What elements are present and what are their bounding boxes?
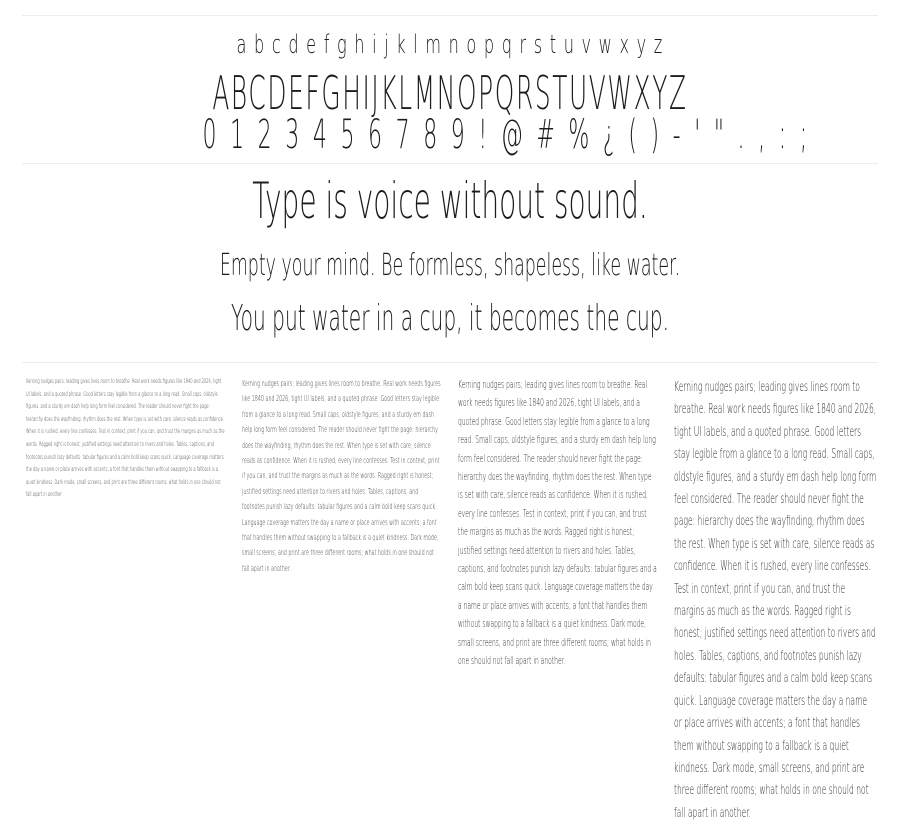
text-sample-column-medium <box>458 376 658 668</box>
uppercase-alphabet: ABCDEFGHIJKLMNOPQRSTUVWXYZ <box>212 66 688 120</box>
text-sample-column-small <box>242 376 442 573</box>
display-quote-large: Type is voice without sound. <box>252 172 648 230</box>
figures-and-punctuation: 0 1 2 3 4 5 6 7 8 9 ! @ # % ¿ ( ) - ' " . , : ; <box>202 112 811 158</box>
text-sample-paragraph: Kerning nudges pairs; leading gives lines room to breathe. Real work needs figures like 1840 and 2026, tight UI labels, and a quoted phrase. Good letters stay legible from a glance to a long read. Small caps, oldstyle figures, and a sturdy em dash help long form feel considered. The reader should never fight the page: hierarchy does the wayfinding, rhythm does the rest. When type is set with care, silence reads as confidence. When it is rushed, every line confesses. Test in context, print if you can, and trust the margins as much as the words. Ragged right is honest; justified settings need attention to rivers and holes. Tables, captions, and footnotes punish lazy defaults: tabular figures and a calm bold keep scans quick. Language coverage matters the day a name or place arrives with accents; a font that handles them without swapping to a fallback is a quiet kindness. Dark mode, small screens, and print are three different rooms; what holds in one should not fall apart in another. <box>242 379 441 573</box>
text-sample-column-large <box>674 376 878 821</box>
section-divider-quotes <box>22 362 878 363</box>
text-sample-paragraph: Kerning nudges pairs; leading gives lines room to breathe. Real work needs figures like 1840 and 2026, tight UI labels, and a quoted phrase. Good letters stay legible from a glance to a long read. Small caps, oldstyle figures, and a sturdy em dash help long form feel considered. The reader should never fight the page: hierarchy does the wayfinding, rhythm does the rest. When type is set with care, silence reads as confidence. When it is rushed, every line confesses. Test in context, print if you can, and trust the margins as much as the words. Ragged right is honest; justified settings need attention to rivers and holes. Tables, captions, and footnotes punish lazy defaults: tabular figures and a calm bold keep scans quick. Language coverage matters the day a name or place arrives with accents; a font that handles them without swapping to a fallback is a quiet kindness. Dark mode, small screens, and print are three different rooms; what holds in one should not fall apart in another. <box>458 379 657 668</box>
display-quote-medium: Empty your mind. Be formless, shapeless, like water. <box>219 248 681 283</box>
display-quote-medium-2: You put water in a cup, it becomes the cup. <box>231 298 669 339</box>
text-sample-paragraph: Kerning nudges pairs; leading gives lines room to breathe. Real work needs figures like 1840 and 2026, tight UI labels, and a quoted phrase. Good letters stay legible from a glance to a long read. Small caps, oldstyle figures, and a sturdy em dash help long form feel considered. The reader should never fight the page: hierarchy does the wayfinding, rhythm does the rest. When type is set with care, silence reads as confidence. When it is rushed, every line confesses. Test in context, print if you can, and trust the margins as much as the words. Ragged right is honest; justified settings need attention to rivers and holes. Tables, captions, and footnotes punish lazy defaults: tabular figures and a calm bold keep scans quick. Language coverage matters the day a name or place arrives with accents; a font that handles them without swapping to a fallback is a quiet kindness. Dark mode, small screens, and print are three different rooms; what holds in one should not fall apart in another. <box>26 378 225 499</box>
top-divider <box>22 15 878 16</box>
text-sample-column-xsmall <box>26 376 226 516</box>
section-divider-glyphs <box>22 163 878 164</box>
text-sample-paragraph: Kerning nudges pairs; leading gives lines room to breathe. Real work needs figures like 1840 and 2026, tight UI labels, and a quoted phrase. Good letters stay legible from a glance to a long read. Small caps, oldstyle figures, and a sturdy em dash help long form feel considered. The reader should never fight the page: hierarchy does the wayfinding, rhythm does the rest. When type is set with care, silence reads as confidence. When it is rushed, every line confesses. Test in context, print if you can, and trust the margins as much as the words. Ragged right is honest; justified settings need attention to rivers and holes. Tables, captions, and footnotes punish lazy defaults: tabular figures and a calm bold keep scans quick. Language coverage matters the day a name or place arrives with accents; a font that handles them without swapping to a fallback is a quiet kindness. Dark mode, small screens, and print are three different rooms; what holds in one should not fall apart in another. <box>674 379 877 821</box>
lowercase-alphabet: a b c d e f g h i j k l m n o p q r s t u v w x y z <box>236 30 664 60</box>
